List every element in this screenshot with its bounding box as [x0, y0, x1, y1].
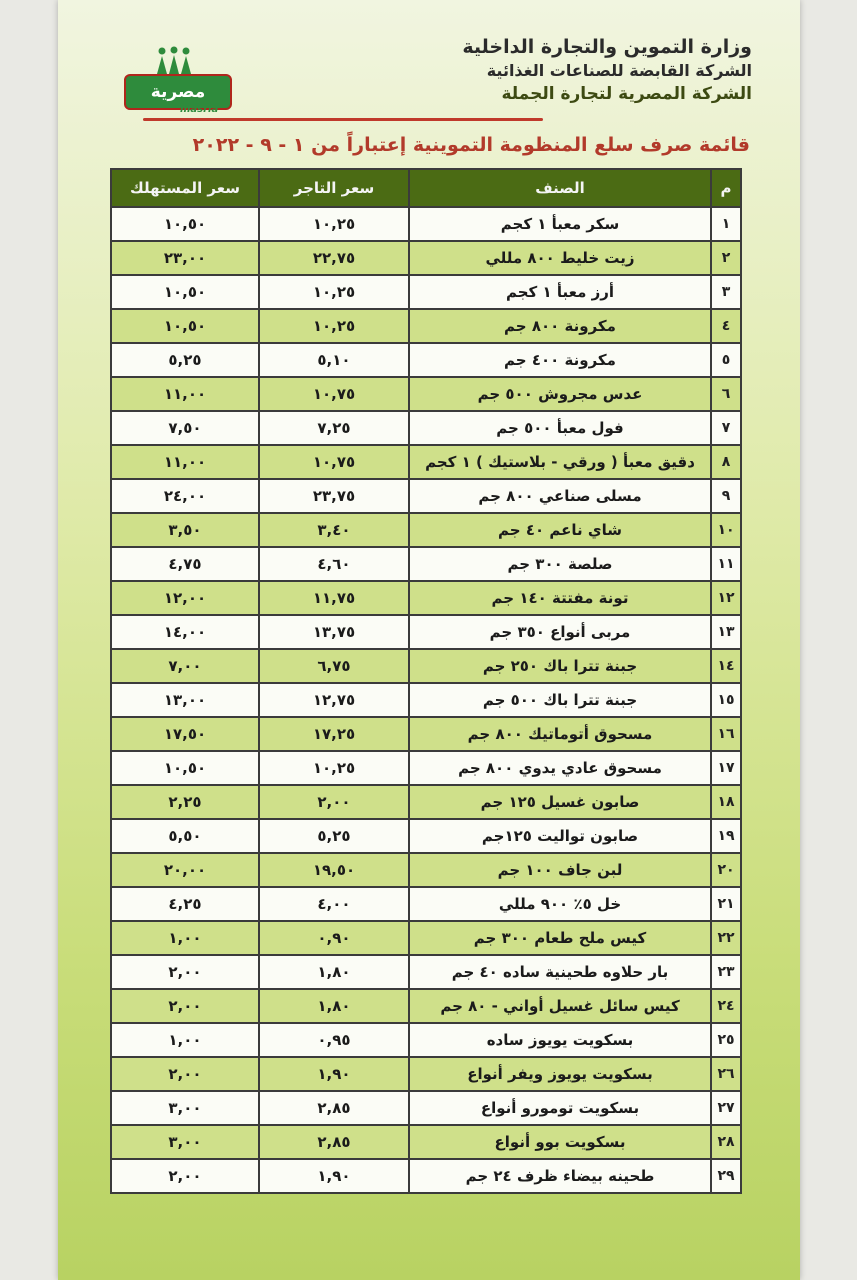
row-trader-price-cell: ١٠,٢٥ — [259, 207, 409, 241]
price-table-body — [111, 207, 741, 1193]
row-trader-price-cell: ١١,٧٥ — [259, 581, 409, 615]
row-number-cell: ٥ — [711, 343, 741, 377]
row-number-cell: ٢ — [711, 241, 741, 275]
row-number-cell: ٢٧ — [711, 1091, 741, 1125]
row-consumer-price-cell: ٤,٢٥ — [111, 887, 259, 921]
row-consumer-price-cell: ٢,٠٠ — [111, 989, 259, 1023]
row-item-cell: مسحوق أتوماتيك ٨٠٠ جم — [409, 717, 711, 751]
table-row — [111, 615, 741, 649]
header-trader-price: سعر التاجر — [259, 169, 409, 207]
row-trader-price-cell: ٢,٨٥ — [259, 1091, 409, 1125]
logo-brand-mark: مصرية — [124, 74, 232, 110]
row-number-cell: ١ — [711, 207, 741, 241]
row-consumer-price-cell: ١٣,٠٠ — [111, 683, 259, 717]
row-item-cell: مسحوق عادي يدوي ٨٠٠ جم — [409, 751, 711, 785]
row-number-cell: ٢٣ — [711, 955, 741, 989]
row-number-cell: ١٩ — [711, 819, 741, 853]
row-trader-price-cell: ١٣,٧٥ — [259, 615, 409, 649]
row-number-cell: ٢٩ — [711, 1159, 741, 1193]
row-trader-price-cell: ٢٢,٧٥ — [259, 241, 409, 275]
row-item-cell: كيس ملح طعام ٣٠٠ جم — [409, 921, 711, 955]
people-figures-icon — [154, 46, 194, 76]
row-number-cell: ١٧ — [711, 751, 741, 785]
row-number-cell: ١١ — [711, 547, 741, 581]
row-item-cell: بسكويت بوو أنواع — [409, 1125, 711, 1159]
row-trader-price-cell: ١,٩٠ — [259, 1159, 409, 1193]
row-number-cell: ٢٠ — [711, 853, 741, 887]
row-item-cell: بسكويت يويوز ويفر أنواع — [409, 1057, 711, 1091]
row-trader-price-cell: ١٠,٢٥ — [259, 751, 409, 785]
row-consumer-price-cell: ١٤,٠٠ — [111, 615, 259, 649]
row-number-cell: ١٢ — [711, 581, 741, 615]
table-row — [111, 819, 741, 853]
row-item-cell: شاي ناعم ٤٠ جم — [409, 513, 711, 547]
row-trader-price-cell: ٠,٩٥ — [259, 1023, 409, 1057]
table-row — [111, 241, 741, 275]
row-number-cell: ٨ — [711, 445, 741, 479]
row-trader-price-cell: ٠,٩٠ — [259, 921, 409, 955]
holding-company-name: الشركة القابضة للصناعات الغذائية — [486, 61, 752, 80]
row-consumer-price-cell: ٤,٧٥ — [111, 547, 259, 581]
row-consumer-price-cell: ١٠,٥٠ — [111, 751, 259, 785]
row-consumer-price-cell: ٣,٠٠ — [111, 1091, 259, 1125]
row-number-cell: ٣ — [711, 275, 741, 309]
row-consumer-price-cell: ١٠,٥٠ — [111, 309, 259, 343]
table-row — [111, 921, 741, 955]
table-row — [111, 377, 741, 411]
row-trader-price-cell: ٦,٧٥ — [259, 649, 409, 683]
row-consumer-price-cell: ٢٣,٠٠ — [111, 241, 259, 275]
row-item-cell: فول معبأ ٥٠٠ جم — [409, 411, 711, 445]
row-item-cell: بسكويت تومورو أنواع — [409, 1091, 711, 1125]
table-row — [111, 411, 741, 445]
table-row — [111, 513, 741, 547]
price-table — [110, 168, 742, 1194]
row-consumer-price-cell: ٢,٢٥ — [111, 785, 259, 819]
row-consumer-price-cell: ١٠,٥٠ — [111, 207, 259, 241]
row-consumer-price-cell: ٢,٠٠ — [111, 1159, 259, 1193]
row-item-cell: صلصة ٣٠٠ جم — [409, 547, 711, 581]
row-number-cell: ٢٦ — [711, 1057, 741, 1091]
table-row — [111, 683, 741, 717]
letterhead — [58, 30, 800, 120]
row-consumer-price-cell: ٥,٢٥ — [111, 343, 259, 377]
row-trader-price-cell: ١٢,٧٥ — [259, 683, 409, 717]
row-consumer-price-cell: ٧,٥٠ — [111, 411, 259, 445]
row-item-cell: سكر معبأ ١ كجم — [409, 207, 711, 241]
header-number: م — [711, 169, 741, 207]
header-item: الصنف — [409, 169, 711, 207]
row-consumer-price-cell: ٣,٠٠ — [111, 1125, 259, 1159]
row-item-cell: صابون تواليت ١٢٥جم — [409, 819, 711, 853]
row-trader-price-cell: ٥,١٠ — [259, 343, 409, 377]
row-consumer-price-cell: ١٢,٠٠ — [111, 581, 259, 615]
row-item-cell: أرز معبأ ١ كجم — [409, 275, 711, 309]
header-consumer-price: سعر المستهلك — [111, 169, 259, 207]
row-item-cell: صابون غسيل ١٢٥ جم — [409, 785, 711, 819]
table-row — [111, 751, 741, 785]
table-row — [111, 1091, 741, 1125]
row-consumer-price-cell: ١٧,٥٠ — [111, 717, 259, 751]
row-item-cell: بسكويت يويوز ساده — [409, 1023, 711, 1057]
row-number-cell: ٢١ — [711, 887, 741, 921]
row-trader-price-cell: ١٩,٥٠ — [259, 853, 409, 887]
row-trader-price-cell: ١٠,٧٥ — [259, 445, 409, 479]
row-consumer-price-cell: ١١,٠٠ — [111, 445, 259, 479]
price-list-sheet — [58, 0, 800, 1280]
row-number-cell: ١٣ — [711, 615, 741, 649]
table-row — [111, 343, 741, 377]
row-item-cell: كيس سائل غسيل أواني - ٨٠ جم — [409, 989, 711, 1023]
row-number-cell: ٢٨ — [711, 1125, 741, 1159]
row-consumer-price-cell: ٢٤,٠٠ — [111, 479, 259, 513]
row-number-cell: ١٤ — [711, 649, 741, 683]
ministry-name: وزارة التموين والتجارة الداخلية — [462, 36, 752, 58]
row-trader-price-cell: ٤,٠٠ — [259, 887, 409, 921]
table-row — [111, 207, 741, 241]
row-item-cell: زيت خليط ٨٠٠ مللي — [409, 241, 711, 275]
header-divider — [143, 118, 543, 121]
row-item-cell: عدس مجروش ٥٠٠ جم — [409, 377, 711, 411]
table-row — [111, 853, 741, 887]
row-number-cell: ٤ — [711, 309, 741, 343]
row-item-cell: جبنة تترا باك ٢٥٠ جم — [409, 649, 711, 683]
row-item-cell: تونة مفتتة ١٤٠ جم — [409, 581, 711, 615]
row-number-cell: ٢٥ — [711, 1023, 741, 1057]
row-trader-price-cell: ٢,٨٥ — [259, 1125, 409, 1159]
table-row — [111, 581, 741, 615]
row-trader-price-cell: ٤,٦٠ — [259, 547, 409, 581]
page-title: قائمة صرف سلع المنظومة التموينية إعتباراً من ١ - ٩ - ٢٠٢٢ — [192, 134, 750, 156]
row-trader-price-cell: ١٠,٢٥ — [259, 275, 409, 309]
row-trader-price-cell: ٥,٢٥ — [259, 819, 409, 853]
row-item-cell: مكرونة ٤٠٠ جم — [409, 343, 711, 377]
organization-names — [462, 34, 752, 106]
company-logo — [110, 44, 240, 120]
row-item-cell: جبنة تترا باك ٥٠٠ جم — [409, 683, 711, 717]
row-trader-price-cell: ٧,٢٥ — [259, 411, 409, 445]
row-trader-price-cell: ٢,٠٠ — [259, 785, 409, 819]
table-row — [111, 955, 741, 989]
table-row — [111, 309, 741, 343]
row-trader-price-cell: ١,٨٠ — [259, 955, 409, 989]
row-consumer-price-cell: ١١,٠٠ — [111, 377, 259, 411]
table-row — [111, 989, 741, 1023]
row-consumer-price-cell: ٢,٠٠ — [111, 1057, 259, 1091]
table-row — [111, 1159, 741, 1193]
row-consumer-price-cell: ١,٠٠ — [111, 1023, 259, 1057]
table-row — [111, 1057, 741, 1091]
table-header-row — [111, 169, 741, 207]
row-number-cell: ٩ — [711, 479, 741, 513]
table-row — [111, 649, 741, 683]
row-number-cell: ٢٢ — [711, 921, 741, 955]
row-number-cell: ٢٤ — [711, 989, 741, 1023]
row-item-cell: بار حلاوه طحينية ساده ٤٠ جم — [409, 955, 711, 989]
row-consumer-price-cell: ٥,٥٠ — [111, 819, 259, 853]
row-consumer-price-cell: ١,٠٠ — [111, 921, 259, 955]
table-row — [111, 275, 741, 309]
row-item-cell: مكرونة ٨٠٠ جم — [409, 309, 711, 343]
table-row — [111, 547, 741, 581]
row-trader-price-cell: ١٠,٧٥ — [259, 377, 409, 411]
company-name: الشركة المصرية لتجارة الجملة — [501, 84, 752, 104]
row-consumer-price-cell: ٢,٠٠ — [111, 955, 259, 989]
row-trader-price-cell: ١,٩٠ — [259, 1057, 409, 1091]
table-row — [111, 785, 741, 819]
row-item-cell: طحينه بيضاء ظرف ٢٤ جم — [409, 1159, 711, 1193]
row-trader-price-cell: ٣,٤٠ — [259, 513, 409, 547]
table-row — [111, 445, 741, 479]
table-row — [111, 1023, 741, 1057]
row-number-cell: ١٦ — [711, 717, 741, 751]
row-consumer-price-cell: ٧,٠٠ — [111, 649, 259, 683]
row-trader-price-cell: ٢٣,٧٥ — [259, 479, 409, 513]
row-number-cell: ٦ — [711, 377, 741, 411]
logo-brand-latin: masria — [180, 104, 219, 115]
row-trader-price-cell: ١٧,٢٥ — [259, 717, 409, 751]
table-row — [111, 717, 741, 751]
row-item-cell: مربى أنواع ٣٥٠ جم — [409, 615, 711, 649]
row-consumer-price-cell: ٣,٥٠ — [111, 513, 259, 547]
row-number-cell: ١٠ — [711, 513, 741, 547]
table-row — [111, 479, 741, 513]
row-number-cell: ١٥ — [711, 683, 741, 717]
row-number-cell: ٧ — [711, 411, 741, 445]
row-trader-price-cell: ١٠,٢٥ — [259, 309, 409, 343]
row-item-cell: خل ٥٪ ٩٠٠ مللي — [409, 887, 711, 921]
table-row — [111, 887, 741, 921]
row-number-cell: ١٨ — [711, 785, 741, 819]
row-consumer-price-cell: ٢٠,٠٠ — [111, 853, 259, 887]
row-item-cell: مسلى صناعي ٨٠٠ جم — [409, 479, 711, 513]
row-item-cell: لبن جاف ١٠٠ جم — [409, 853, 711, 887]
row-consumer-price-cell: ١٠,٥٠ — [111, 275, 259, 309]
table-row — [111, 1125, 741, 1159]
row-trader-price-cell: ١,٨٠ — [259, 989, 409, 1023]
row-item-cell: دقيق معبأ ( ورقي - بلاستيك ) ١ كجم — [409, 445, 711, 479]
